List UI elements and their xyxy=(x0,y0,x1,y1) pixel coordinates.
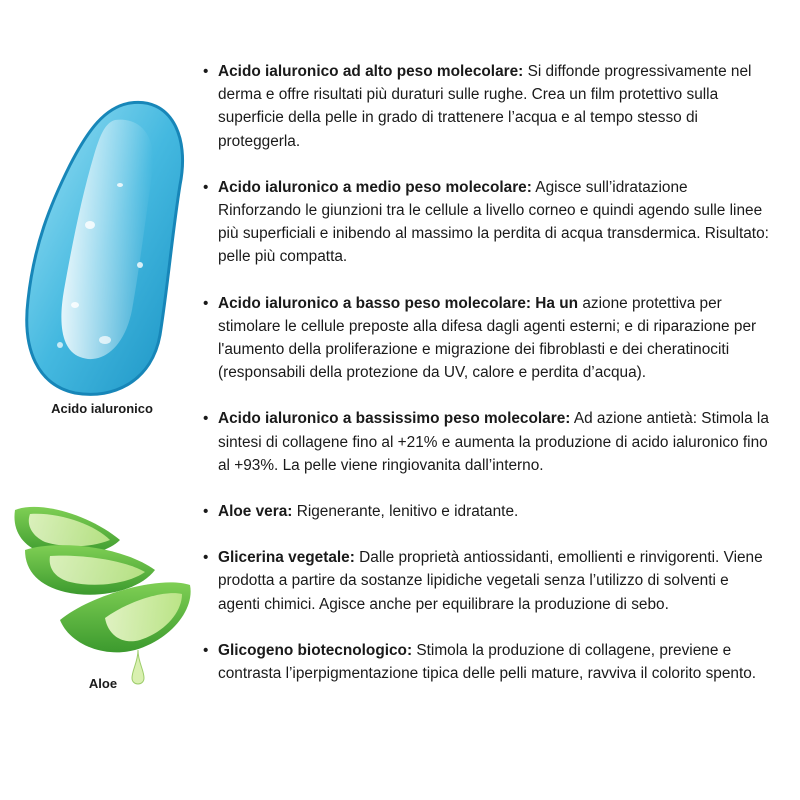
bullet-icon: • xyxy=(203,549,209,567)
item-text: Si diffonde progressivamente nel derma e offre risultati più duraturi sulle rughe. Crea un film protettivo sulla superficie della pelle in grado di trattenere l’acqua e al tempo stesso di proteggerla. xyxy=(218,63,752,150)
bullet-icon: • xyxy=(203,410,209,428)
item-text: Dalle proprietà antiossidanti, emollienti e rinvigorenti. Viene prodotta a partire da sostanze lipidiche vegetali senza l’utilizzo di solventi e agenti chimici. Agisce anche per equilibrare la produzione di sebo. xyxy=(218,549,763,613)
item-text: Agisce sull’idratazione Rinforzando le giunzioni tra le cellule a livello corneo e quindi agendo sulle linee più superficiali e inibendo al massimo la perdita di acqua transdermica. Risultato: pelle più compatta. xyxy=(218,178,769,266)
hyaluronic-gel-image xyxy=(20,95,190,405)
list-item xyxy=(200,546,772,616)
bullet-icon: • xyxy=(203,178,209,196)
ingredient-list xyxy=(200,60,772,708)
item-title: Acido ialuronico a bassissimo peso molecolare: xyxy=(218,410,571,428)
bullet-icon: • xyxy=(203,63,209,80)
list-item xyxy=(200,176,772,269)
item-title: Acido ialuronico a basso peso molecolare: Ha un xyxy=(218,294,579,312)
item-text: Stimola la produzione di collagene, previene e contrasta l’iperpigmentazione tipica delle pelli mature, ravviva il colorito spento. xyxy=(218,641,757,683)
item-text: Ad azione antietà: Stimola la sintesi di collagene fino al +21% e aumenta la produzione di acido ialuronico fino al +93%. La pelle viene ringiovanita dall’interno. xyxy=(218,410,769,474)
aloe-image xyxy=(10,500,200,700)
item-title: Glicogeno biotecnologico: xyxy=(218,641,413,659)
item-title: Acido ialuronico ad alto peso molecolare: xyxy=(218,63,524,80)
item-text: azione protettiva per stimolare le cellule preposte alla difesa dagli agenti esterni; e di riparazione per l'aumento della proliferazione e migrazione dei fibroblasti e dei cheratinociti (responsabili della protezione da UV, calore e perdita d’acqua). xyxy=(218,294,757,382)
list-item xyxy=(200,639,772,685)
hyaluronic-caption: Acido ialuronico xyxy=(51,401,153,416)
item-text: Rigenerante, lenitivo e idratante. xyxy=(292,503,519,521)
bullet-icon: • xyxy=(203,503,209,521)
aloe-caption: Aloe xyxy=(88,676,118,691)
list-item xyxy=(200,292,772,385)
list-item xyxy=(200,60,772,153)
bullet-icon: • xyxy=(203,294,209,312)
list-item xyxy=(200,500,772,523)
list-item xyxy=(200,407,772,477)
item-title: Aloe vera: xyxy=(218,503,293,521)
item-title: Acido ialuronico a medio peso molecolare: xyxy=(218,178,532,196)
item-title: Glicerina vegetale: xyxy=(218,549,355,567)
bullet-icon: • xyxy=(203,641,209,659)
